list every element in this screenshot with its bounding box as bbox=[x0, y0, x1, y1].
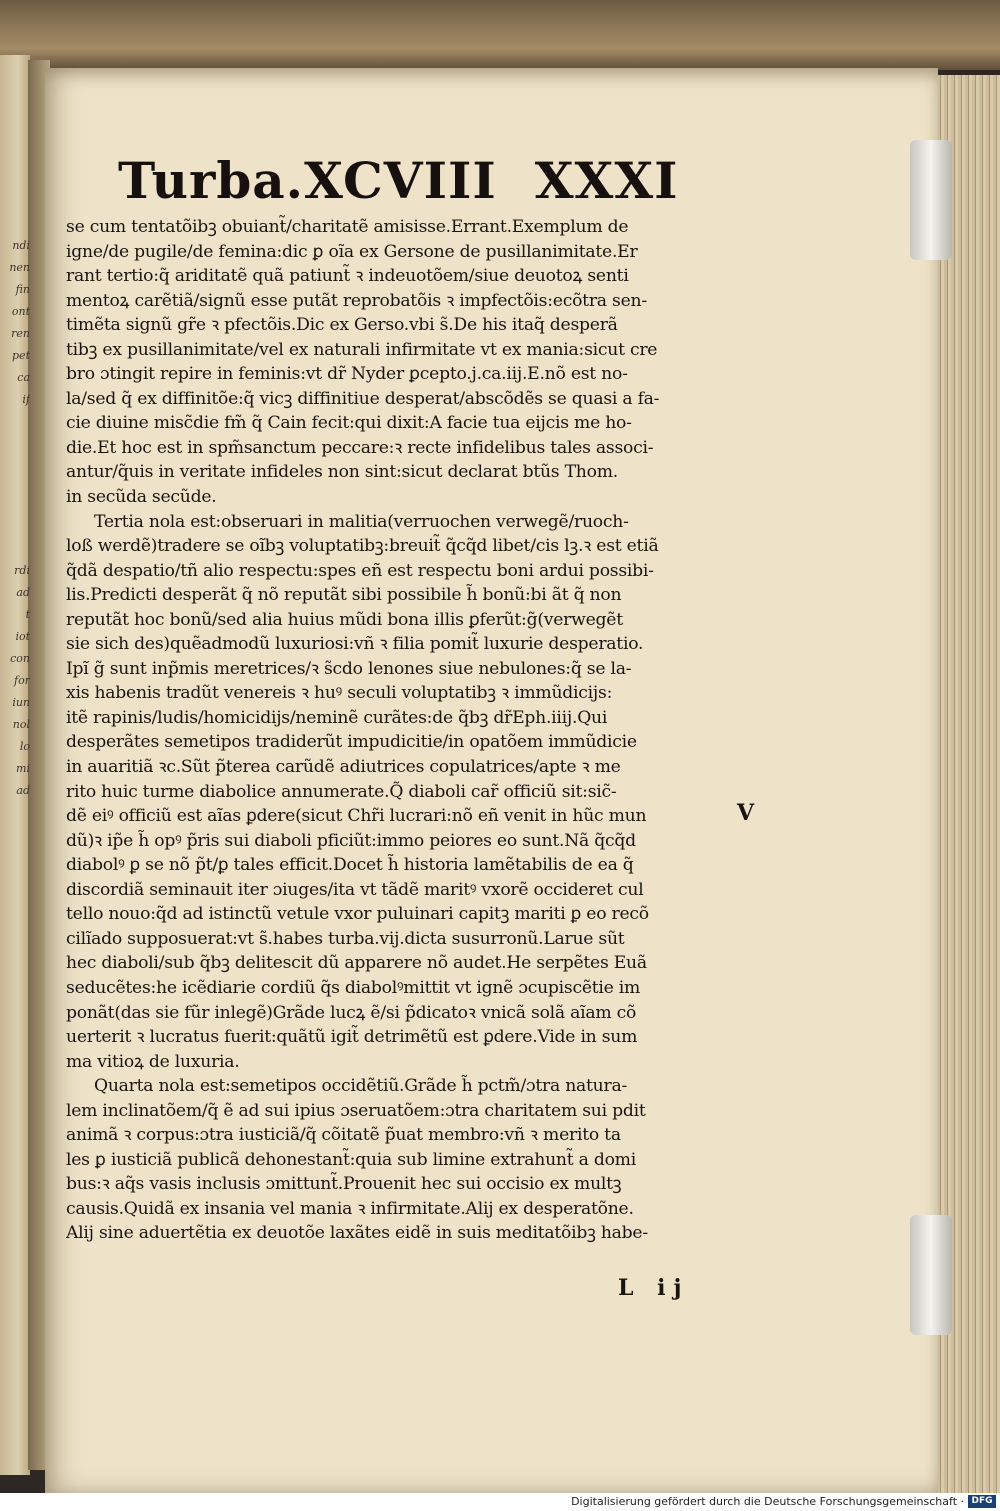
margin-note-line: t bbox=[25, 608, 30, 621]
margin-note-line: nol bbox=[12, 718, 30, 731]
margin-note-line: mi bbox=[16, 762, 30, 775]
text-line: se cum tentatõibꝫ obuiant̃/charitatẽ amisisse.Errant.Exemplum de bbox=[66, 217, 629, 237]
text-line: hec diaboli/sub q̃bꝫ delitescit dũ apparere nõ audet.He serpẽtes Euã bbox=[66, 953, 647, 974]
text-line: xis habenis tradũt venereis ꝛ huꝰ seculi voluptatibꝫ ꝛ immũdicijs: bbox=[66, 683, 613, 704]
running-title: Turba.XCVIII bbox=[118, 151, 497, 210]
margin-note-line: lo bbox=[19, 740, 30, 753]
margin-note-line: ad bbox=[16, 784, 30, 797]
margin-note-line: ndi bbox=[12, 239, 30, 252]
margin-note-line: fin bbox=[15, 283, 30, 296]
margin-note-line: rdi bbox=[14, 564, 30, 577]
text-line: timẽta signũ gr̃e ꝛ pfectõis.Dic ex Gerso.vbi s̃.De his itaq̃ desperã bbox=[66, 315, 618, 336]
text-line: in auaritiã ꝛc.Sũt p̃terea carũdẽ adiutrices copulatrices/apte ꝛ me bbox=[66, 757, 621, 778]
text-line: bus:ꝛ aq̃s vasis inclusis ɔmittunt̃.Prouenit hec sui occisio ex multꝫ bbox=[66, 1174, 622, 1195]
margin-note-line: ca bbox=[17, 371, 30, 384]
book-top-edge bbox=[0, 0, 1000, 70]
margin-note-line: ad bbox=[16, 586, 30, 599]
book-clamp-top bbox=[910, 140, 952, 260]
margin-note-line: iun bbox=[12, 696, 30, 709]
text-line: tibꝫ ex pusillanimitate/vel ex naturali infirmitate vt ex mania:sicut cre bbox=[66, 339, 658, 360]
text-line: mentoꝝ carẽtiã/signũ esse putãt reprobatõis ꝛ impfectõis:ecõtra sen- bbox=[66, 290, 647, 311]
margin-note-line: ren bbox=[11, 327, 30, 340]
text-line: cie diuine misc̃die fm̃ q̃ Cain fecit:qui dixit:A facie tua eijcis me ho- bbox=[66, 413, 632, 434]
text-line: itẽ rapinis/ludis/homicidijs/neminẽ curãtes:de q̃bꝫ dr̃Eph.iiij.Qui bbox=[66, 707, 608, 728]
text-line: igne/de pugile/de femina:dic ꝑ oĩa ex Gersone de pusillanimitate.Er bbox=[66, 241, 638, 262]
text-line: bro ɔtingit repire in feminis:vt dr̃ Nyder ꝑcepto.j.ca.iij.E.nõ est no- bbox=[66, 364, 628, 385]
text-line: ma vitioꝝ de luxuria. bbox=[66, 1051, 240, 1072]
text-line: loß werdẽ)tradere se oĩbꝫ voluptatibꝫ:breuit̃ q̃cq̃d libet/cis lꝫ.ꝛ est etiã bbox=[66, 536, 659, 557]
signature-mark: L ij bbox=[618, 1275, 690, 1301]
margin-note-line: pet bbox=[12, 349, 30, 362]
margin-note-line: nen bbox=[9, 261, 30, 274]
text-line: lem inclinatõem/q̃ ẽ ad sui ipius ɔseruatõem:ɔtra charitatem sui pdit bbox=[66, 1100, 646, 1121]
margin-note-line: if bbox=[22, 393, 30, 406]
facing-page-margin-notes-top bbox=[0, 235, 30, 411]
margin-note-line: iot bbox=[15, 630, 30, 643]
body-text bbox=[66, 215, 738, 1246]
dfg-logo: DFG bbox=[968, 1495, 996, 1508]
text-line: in secũda secũde. bbox=[66, 487, 217, 508]
text-line: tello nouo:q̃d ad istinctũ vetule vxor puluinari capitꝫ mariti ꝑ eo recõ bbox=[66, 904, 649, 925]
text-line: desperãtes semetipos tradiderũt impudicitie/in opatõem immũdicie bbox=[66, 732, 637, 753]
text-line: animã ꝛ corpus:ɔtra iusticiã/q̃ cõitatẽ p̃uat membro:vñ ꝛ merito ta bbox=[66, 1125, 621, 1146]
running-headline bbox=[118, 150, 678, 212]
text-line: Tertia nola est:obseruari in malitia(verruochen verwegẽ/ruoch- bbox=[94, 511, 629, 532]
text-line: sie sich des)quẽadmodũ luxuriosi:vñ ꝛ filia pomit̃ luxurie desperatio. bbox=[66, 634, 644, 655]
margin-note-line: ont bbox=[11, 305, 30, 318]
text-line: antur/q̃uis in veritate infideles non sint:sicut declarat btũs Thom. bbox=[66, 462, 618, 483]
text-line: ponãt(das sie fũr inlegẽ)Grãde lucꝝ ẽ/si p̃dicatoꝛ vnicã solã aĩam cõ bbox=[66, 1002, 637, 1023]
text-line: dũ)ꝛ ip̃e h̃ opꝰ p̃ris sui diaboli pficiũt:immo peiores eo sunt.Nã q̃cq̃d bbox=[66, 830, 636, 851]
text-line: q̃dã despatio/tñ alio respectu:spes eñ est respectu boni ardui possibi- bbox=[66, 560, 654, 581]
text-line: les ꝑ iusticiã publicã dehonestant̃:quia sub limine extrahunt̃ a domi bbox=[66, 1149, 636, 1170]
text-line: Ipĩ g̃ sunt inp̃mis meretrices/ꝛ s̃cdo lenones siue nebulones:q̃ se la- bbox=[66, 658, 632, 679]
margin-note-line: for bbox=[14, 674, 30, 687]
text-line: uerterit ꝛ lucratus fuerit:quãtũ igit̃ detrimẽtũ est ꝑdere.Vide in sum bbox=[66, 1027, 638, 1048]
text-line: dẽ eiꝰ officiũ est aĩas ꝑdere(sicut Chr̃i lucrari:nõ eñ venit in hũc mun bbox=[66, 806, 647, 827]
text-line: causis.Quidã ex insania vel mania ꝛ infirmitate.Alij ex desperatõne. bbox=[66, 1198, 634, 1219]
text-line: Quarta nola est:semetipos occidẽtiũ.Grãde h̃ pctm̃/ɔtra natura- bbox=[94, 1076, 628, 1097]
text-line: Alij sine aduertẽtia ex deuotõe laxãtes eidẽ in suis meditatõibꝫ habe- bbox=[66, 1223, 648, 1244]
text-line: rito huic turme diabolice annumerate.Q̃ diaboli car̃ officiũ sit:sic̃- bbox=[66, 781, 617, 802]
text-line: diabolꝰ ꝑ se nõ p̃t/ꝑ tales efficit.Docet h̃ historia lamẽtabilis de ea q̃ bbox=[66, 855, 634, 876]
text-line: discordiã seminauit iter ɔiuges/ita vt tãdẽ maritꝰ vxorẽ occideret cul bbox=[66, 879, 644, 900]
text-line: lis.Predicti desperãt q̃ nõ reputãt sibi possibile h̃ bonũ:bi ãt q̃ non bbox=[66, 585, 622, 606]
margin-note-line: con bbox=[10, 652, 30, 665]
text-line: rant tertio:q̃ ariditatẽ quã patiunt̃ ꝛ indeuotõem/siue deuotoꝝ senti bbox=[66, 266, 629, 287]
facing-page-margin-notes-bottom bbox=[0, 560, 30, 802]
book-clamp-bottom bbox=[910, 1215, 952, 1335]
marginal-letter: V bbox=[737, 800, 755, 826]
text-line: die.Et hoc est in spm̃sanctum peccare:ꝛ recte infidelibus tales associ- bbox=[66, 437, 654, 458]
text-line: la/sed q̃ ex diffinitõe:q̃ vicꝫ diffinitiue desperat/abscõdẽs se quasi a fa- bbox=[66, 388, 660, 409]
footer-credit: Digitalisierung gefördert durch die Deutsche Forschungsgemeinschaft · bbox=[571, 1495, 964, 1508]
folio-number: XXXI bbox=[534, 151, 679, 210]
text-line: seducẽtes:he icẽdiarie cordiũ q̃s diabolꝰmittit vt ignẽ ɔcupiscẽtie im bbox=[66, 977, 641, 998]
text-line: cilĩado supposuerat:vt s̃.habes turba.vij.dicta susurronũ.Larue sũt bbox=[66, 928, 625, 949]
text-line: reputãt hoc bonũ/sed alia huius mũdi bona illis ꝑferũt:g̃(verwegẽt bbox=[66, 609, 623, 630]
